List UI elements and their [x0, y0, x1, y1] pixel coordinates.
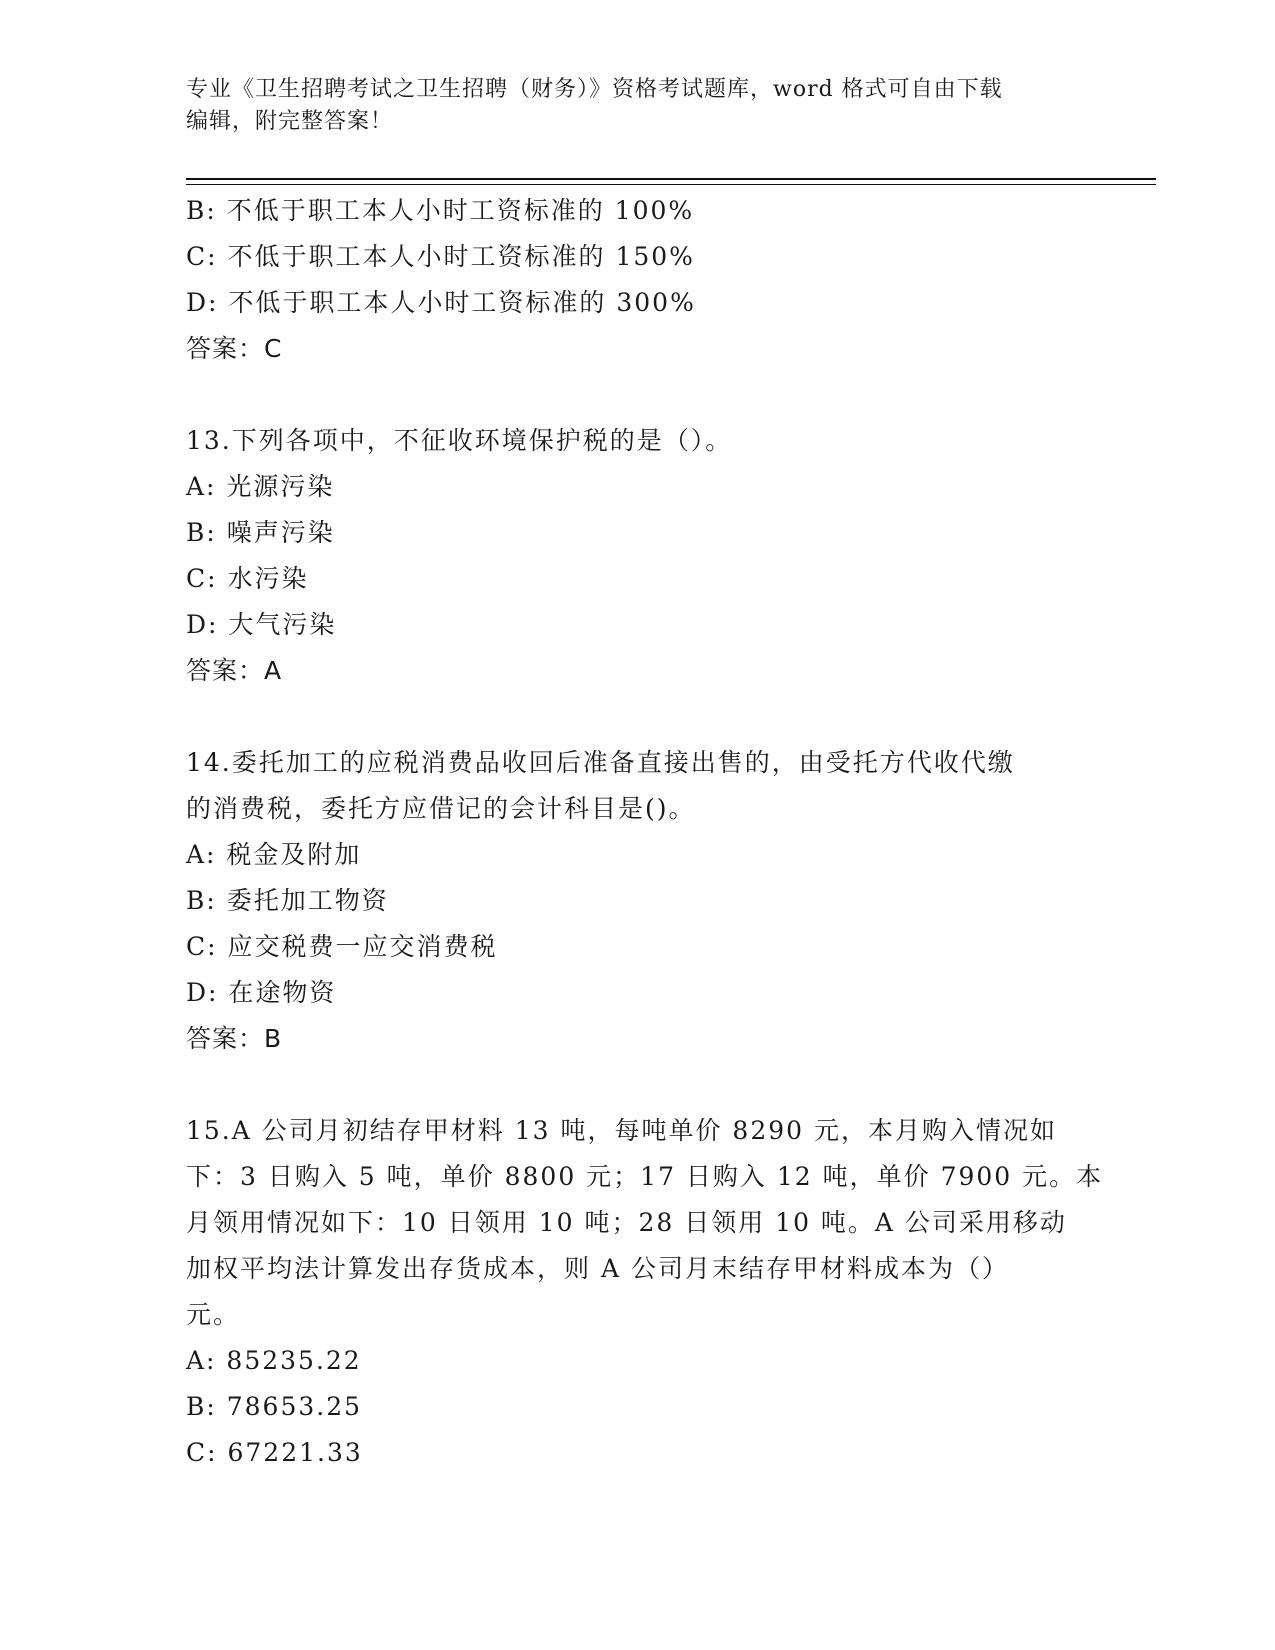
option-a: A: 光源污染	[186, 472, 335, 501]
option-c: C: 67221.33	[186, 1438, 363, 1467]
header-line-1: 专业《卫生招聘考试之卫生招聘（财务）》资格考试题库，word 格式可自由下载	[186, 77, 1003, 102]
header-rule-thin	[186, 184, 1156, 185]
option-a: A: 85235.22	[186, 1346, 362, 1375]
question-stem-line: 下：3 日购入 5 吨，单价 8800 元；17 日购入 12 吨，单价 7900 元。本	[186, 1162, 1104, 1191]
question-stem-line: 15.A 公司月初结存甲材料 13 吨，每吨单价 8290 元，本月购入情况如	[186, 1116, 1057, 1145]
question-content	[186, 188, 1104, 1476]
option-d: D: 在途物资	[186, 978, 337, 1007]
header-rule-thick	[186, 178, 1156, 180]
answer-line: 答案：A	[186, 656, 283, 685]
question-stem-line: 月领用情况如下：10 日领用 10 吨；28 日领用 10 吨。A 公司采用移动	[186, 1208, 1067, 1237]
question-13	[186, 418, 1066, 694]
option-a: A: 税金及附加	[186, 840, 362, 869]
question-15	[186, 1108, 1104, 1476]
spacer	[186, 372, 1066, 418]
question-14	[186, 740, 1066, 1062]
option-c: C: 应交税费一应交消费税	[186, 932, 498, 961]
option-b: B: 不低于职工本人小时工资标准的 100%	[186, 196, 695, 225]
option-c: C: 不低于职工本人小时工资标准的 150%	[186, 242, 695, 271]
spacer	[186, 694, 1066, 740]
option-d: D: 大气污染	[186, 610, 337, 639]
question-12-continued	[186, 188, 1066, 372]
answer-line: 答案：C	[186, 334, 283, 363]
spacer	[186, 1062, 1066, 1108]
option-b: B: 委托加工物资	[186, 886, 389, 915]
question-stem-line: 加权平均法计算发出存货成本，则 A 公司月末结存甲材料成本为（）	[186, 1254, 1009, 1283]
question-stem: 13.下列各项中，不征收环境保护税的是（）。	[186, 426, 733, 455]
question-stem-line: 14.委托加工的应税消费品收回后准备直接出售的，由受托方代收代缴	[186, 748, 1015, 777]
question-stem-line: 的消费税，委托方应借记的会计科目是()。	[186, 794, 696, 823]
option-d: D: 不低于职工本人小时工资标准的 300%	[186, 288, 696, 317]
option-c: C: 水污染	[186, 564, 309, 593]
page-header	[186, 74, 1066, 138]
answer-line: 答案：B	[186, 1024, 283, 1053]
question-stem-line: 元。	[186, 1300, 241, 1329]
header-line-2: 编辑，附完整答案！	[186, 109, 394, 134]
option-b: B: 78653.25	[186, 1392, 363, 1421]
option-b: B: 噪声污染	[186, 518, 335, 547]
